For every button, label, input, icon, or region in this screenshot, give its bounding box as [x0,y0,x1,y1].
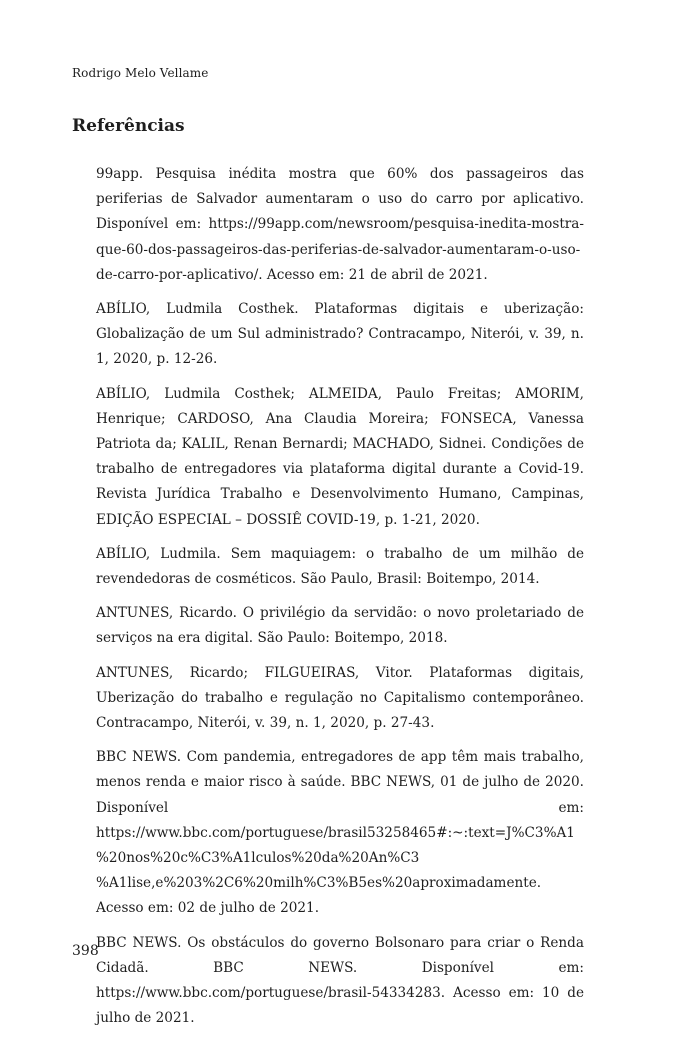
section-title: Referências [72,116,185,136]
reference-entry: ANTUNES, Ricardo. O privilégio da servidão: o novo proletariado de serviços na era digital. São Paulo: Boitempo, 2018. [96,605,584,647]
reference-entry: 99app. Pesquisa inédita mostra que 60% dos passageiros das periferias de Salvador aumentaram o uso do carro por aplicativo. Disponível em: https://99app.com/newsroom/pesquisa-inedita-mostra-que-60-dos-passageiros-das-periferias-de-salvador-aumentaram-o-uso-de-carro-por-aplicativo/. Acesso em: 21 de abril de 2021. [96,166,584,283]
reference-entry: ANTUNES, Ricardo; FILGUEIRAS, Vitor. Plataformas digitais, Uberização do trabalho e regulação no Capitalismo contemporâneo. Contracampo, Niterói, v. 39, n. 1, 2020, p. 27-43. [96,664,584,732]
reference-entry: ABÍLIO, Ludmila Costhek; ALMEIDA, Paulo Freitas; AMORIM, Henrique; CARDOSO, Ana Claudia Moreira; FONSECA, Vanessa Patriota da; KALIL, Renan Bernardi; MACHADO, Sidnei. Condições de trabalho de entregadores via plataforma digital durante a Covid-19. Revista Jurídica Trabalho e Desenvolvimento Humano, Campinas, EDIÇÃO ESPECIAL – DOSSIÊ COVID-19, p. 1-21, 2020. [96,385,584,528]
reference-entry: ABÍLIO, Ludmila Costhek. Plataformas digitais e uberização: Globalização de um Sul administrado? Contracampo, Niterói, v. 39, n. 1, 2020, p. 12-26. [96,301,584,368]
reference-entry: ABÍLIO, Ludmila. Sem maquiagem: o trabalho de um milhão de revendedoras de cosméticos. São Paulo, Brasil: Boitempo, 2014. [96,545,584,588]
reference-entry: BBC NEWS. Os obstáculos do governo Bolsonaro para criar o Renda Cidadã. BBC NEWS. Disponível em: https://www.bbc.com/portuguese/brasil-54334283. Acesso em: 10 de julho de 2021. [96,934,584,1027]
running-header-author: Rodrigo Melo Vellame [72,66,209,80]
reference-entry: BBC NEWS. Com pandemia, entregadores de app têm mais trabalho, menos renda e maior risco à saúde. BBC NEWS, 01 de julho de 2020. Disponível em: https://www.bbc.com/portuguese/brasil53258465#:~:text=J%C3%A1%20nos%20c%C3%A1lculos%20da%20An%C3 %A1lise,e%203%2C6%20milh%C3%B5es%20aproximadamente. Acesso em: 02 de julho de 2021. [96,749,584,917]
reference-list [96,162,584,1041]
page-number: 398 [72,943,99,959]
